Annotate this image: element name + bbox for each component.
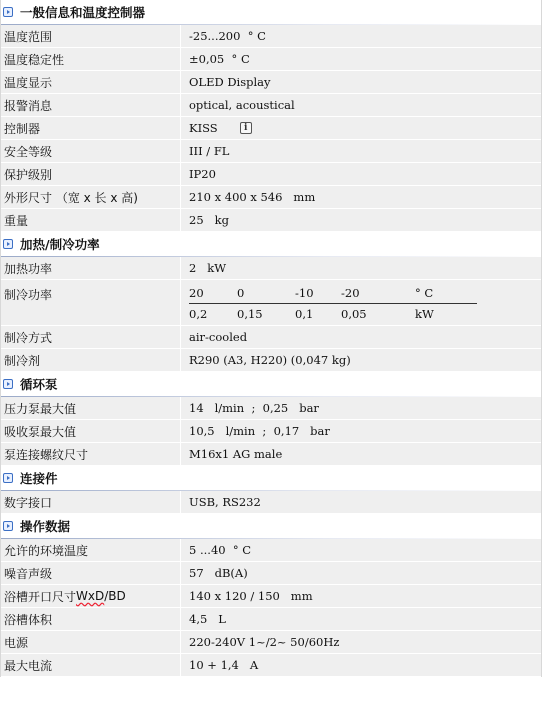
cooling-temp: -10: [295, 285, 314, 300]
spec-label: 制冷方式: [1, 326, 181, 348]
spec-row: [1, 186, 541, 209]
expand-arrow-icon[interactable]: [3, 473, 13, 483]
expand-arrow-icon[interactable]: [3, 7, 13, 17]
spec-row: [1, 71, 541, 94]
cooling-temp-row: [189, 283, 477, 304]
spec-label: 制冷功率: [1, 280, 181, 325]
expand-arrow-icon[interactable]: [3, 521, 13, 531]
spec-value: 210 x 400 x 546 mm: [189, 190, 316, 204]
spec-label: 外形尺寸 （宽 x 长 x 高): [1, 186, 181, 208]
spec-row: [1, 257, 541, 280]
cooling-temp: -20: [341, 285, 360, 300]
label-part: /BD: [104, 589, 126, 603]
spec-label: 吸收泵最大值: [1, 420, 181, 442]
spec-value: 25 kg: [189, 213, 229, 227]
info-icon[interactable]: i: [240, 122, 252, 134]
spec-label: 温度范围: [1, 25, 181, 47]
spec-value: R290 (A3, H220) (0,047 kg): [189, 353, 351, 367]
label-part-misspelled: WxD: [76, 589, 105, 603]
cooling-temp: 0: [237, 285, 245, 300]
cooling-temp: 20: [189, 285, 204, 300]
spec-value: OLED Display: [189, 75, 271, 89]
cooling-power: 0,15: [237, 307, 263, 321]
spec-row: [1, 539, 541, 562]
spec-label: 加热功率: [1, 257, 181, 279]
cooling-power: 0,05: [341, 307, 367, 321]
spec-row: [1, 349, 541, 372]
spec-value: IP20: [189, 167, 216, 181]
spec-label: 重量: [1, 209, 181, 231]
spec-label: 泵连接螺纹尺寸: [1, 443, 181, 465]
spec-label: 报警消息: [1, 94, 181, 116]
spec-value: 140 x 120 / 150 mm: [189, 589, 313, 603]
spec-label: 压力泵最大值: [1, 397, 181, 419]
spec-value: ±0,05 ° C: [189, 52, 250, 66]
spec-row: [1, 25, 541, 48]
spec-row: [1, 654, 541, 677]
spec-row: [1, 608, 541, 631]
section-header-heating[interactable]: [1, 232, 541, 257]
cooling-power: 0,2: [189, 307, 208, 321]
expand-arrow-icon[interactable]: [3, 379, 13, 389]
spec-label: [1, 585, 181, 607]
spec-row: [1, 140, 541, 163]
spec-value-with-info: [181, 117, 541, 139]
spec-value: 2 kW: [189, 261, 227, 275]
spec-row: [1, 443, 541, 466]
spec-row: [1, 48, 541, 71]
spec-row: [1, 420, 541, 443]
cooling-power: 0,1: [295, 307, 314, 321]
spec-value: 220-240V 1~/2~ 50/60Hz: [189, 635, 340, 649]
section-header-connections[interactable]: [1, 466, 541, 491]
spec-value: M16x1 AG male: [189, 447, 283, 461]
spec-row: [1, 163, 541, 186]
spec-label: 数字接口: [1, 491, 181, 513]
spec-value: 10 + 1,4 A: [189, 658, 259, 672]
spec-label: 浴槽体积: [1, 608, 181, 630]
spec-row: [1, 94, 541, 117]
spec-row: [1, 326, 541, 349]
spec-label: 制冷剂: [1, 349, 181, 371]
label-part: 浴槽开口尺寸: [4, 589, 77, 604]
section-header-general[interactable]: [1, 0, 541, 25]
spec-label: 最大电流: [1, 654, 181, 676]
spec-value: -25...200 ° C: [189, 29, 266, 43]
spec-value: 4,5 L: [189, 612, 226, 626]
expand-arrow-icon[interactable]: [3, 239, 13, 249]
spec-label: 温度显示: [1, 71, 181, 93]
cooling-power-row: [189, 304, 477, 325]
cooling-table-cell: [181, 280, 541, 325]
spec-label: 电源: [1, 631, 181, 653]
section-title: 一般信息和温度控制器: [20, 5, 146, 20]
section-header-operating[interactable]: [1, 514, 541, 539]
spec-value: USB, RS232: [189, 495, 261, 509]
spec-value: 14 l/min ; 0,25 bar: [189, 401, 319, 415]
controller-value: KISS: [189, 121, 218, 135]
spec-row: [1, 491, 541, 514]
spec-row: [1, 209, 541, 232]
spec-label: 安全等级: [1, 140, 181, 162]
spec-row: [1, 117, 541, 140]
spec-label: 允许的环境温度: [1, 539, 181, 561]
section-title: 循环泵: [20, 377, 58, 392]
section-title: 操作数据: [20, 519, 71, 534]
spec-label: 噪音声级: [1, 562, 181, 584]
spec-label: 控制器: [1, 117, 181, 139]
spec-value: 10,5 l/min ; 0,17 bar: [189, 424, 330, 438]
spec-row: [1, 562, 541, 585]
section-header-pump[interactable]: [1, 372, 541, 397]
spec-value: III / FL: [189, 144, 230, 158]
spec-label: 温度稳定性: [1, 48, 181, 70]
spec-value: 57 dB(A): [189, 566, 248, 580]
spec-row-cooling: [1, 280, 541, 326]
cooling-temp-unit: ° C: [415, 285, 434, 300]
spec-label: 保护级别: [1, 163, 181, 185]
section-title: 加热/制冷功率: [20, 237, 100, 252]
spec-value: optical, acoustical: [189, 98, 295, 112]
spec-value: 5 ...40 ° C: [189, 543, 252, 557]
spec-row: [1, 397, 541, 420]
spec-row: [1, 631, 541, 654]
section-title: 连接件: [20, 471, 58, 486]
spec-value: air-cooled: [189, 330, 248, 344]
spec-row: [1, 585, 541, 608]
cooling-power-unit: kW: [415, 307, 434, 321]
cooling-table: [189, 281, 477, 325]
